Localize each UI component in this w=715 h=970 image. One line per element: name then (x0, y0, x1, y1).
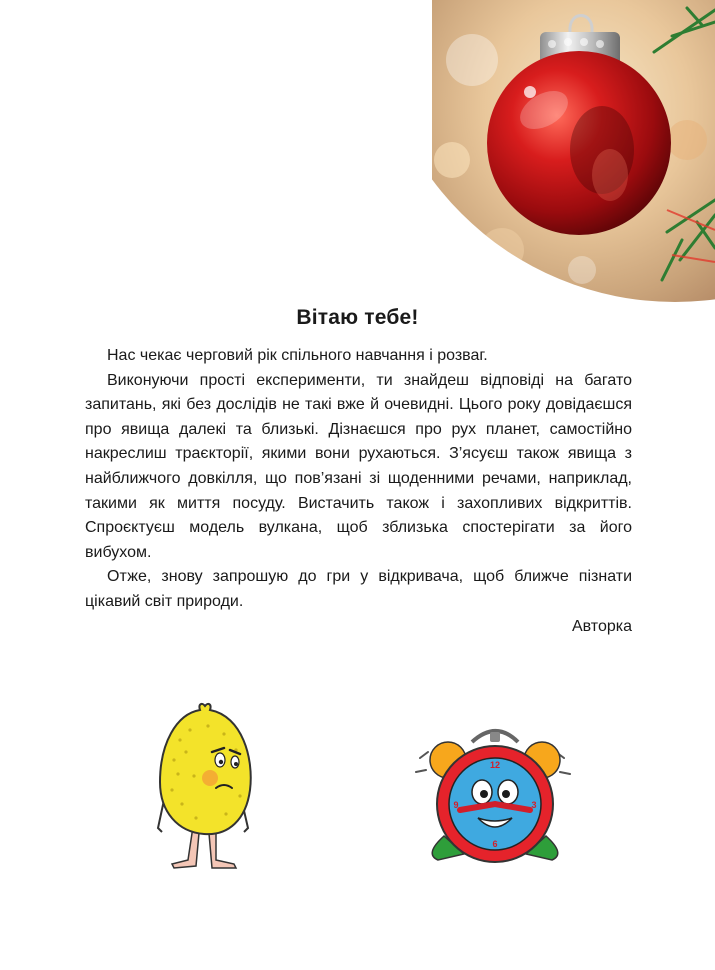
clock-number-3: 3 (531, 800, 537, 810)
paragraph-3: Отже, знову запрошую до гри у відкривача, щоб ближче пізнати цікавий світ природи. (85, 568, 632, 610)
alarm-clock-character (414, 718, 574, 878)
author-signature: Авторка (571, 617, 632, 635)
clock-number-12: 12 (489, 760, 501, 770)
paragraph-2: Виконуючи прості експерименти, ти знайдеш відповіді на багато запитань, які без дослідів не такі вже й очевидні. Цього року довідаєшся про явища далекі та близькі. Дізнаєшся про рух планет, самостійно накреслиш траєкторії, якими вони рухаються. З’ясуєш також явища з найближчого довкілля, що пов’язані зі щоденними речами, наприклад, такими як миття посуду. Вистачить також і захопливих відкриттів. Спроєктуєш модель вулкана, щоб зблизька спостерігати за його вибухом. (85, 371, 632, 561)
intro-text (85, 344, 632, 639)
clock-number-9: 9 (453, 800, 459, 810)
lemon-character (150, 700, 260, 875)
christmas-ornament-image (432, 0, 715, 305)
page-title: Вітаю тебе! (296, 306, 419, 329)
paragraph-1: Нас чекає черговий рік спільного навчання і розваг. (107, 347, 488, 364)
clock-number-6: 6 (492, 839, 498, 849)
